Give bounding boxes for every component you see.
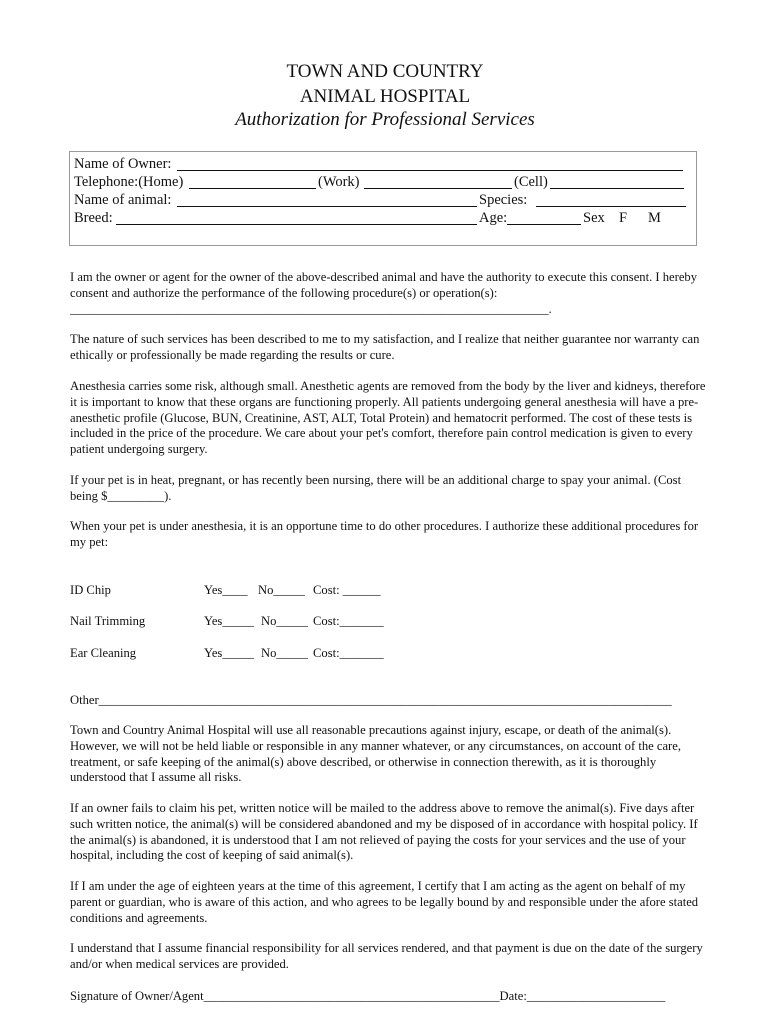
tel-cell-field[interactable]	[550, 188, 684, 189]
abandon-paragraph: If an owner fails to claim his pet, written notice will be mailed to the address above to remove the animal(s). Five days after such written notice, the animal(s) will be considered abandoned and my be disposed of in accordance with hospital policy. If the animal(s) is abandoned, it is understood that I am not relieved of paying the costs for your services and the use of your hospital, including the cost of keeping of said animal(s).	[70, 801, 698, 863]
nature-paragraph: The nature of such services has been described to me to my satisfaction, and I realize that neither guarantee nor warranty can ethically or professionally be made regarding the results or cure.	[70, 332, 700, 362]
procedure-name: Ear Cleaning	[70, 646, 137, 660]
age-field[interactable]	[507, 224, 581, 225]
tel-cell-label: (Cell)	[514, 174, 548, 190]
heat-paragraph: If your pet is in heat, pregnant, or has recently been nursing, there will be an additional charge to spay your animal. (Cost being $_________).	[70, 473, 682, 503]
procedure-no[interactable]: No_____	[261, 614, 308, 628]
other-procedure-field[interactable]: Other___________________________________________________________________________________________	[70, 693, 672, 707]
consent-intro	[70, 270, 710, 317]
hospital-name-line1: TOWN AND COUNTRY	[286, 61, 484, 82]
additional-procedures-paragraph: When your pet is under anesthesia, it is an opportune time to do other procedures. I authorize these additional procedures for my pet:	[70, 519, 699, 549]
minor-paragraph: If I am under the age of eighteen years at the time of this agreement, I certify that I am acting as the agent on behalf of my parent or guardian, who is aware of this action, and who agrees to be legally bound by and responsible under the afore stated conditions and agreements.	[70, 879, 699, 925]
procedure-no[interactable]: No_____	[258, 583, 305, 597]
hospital-name-line2: ANIMAL HOSPITAL	[299, 86, 471, 107]
animal-label: Name of animal:	[74, 192, 172, 208]
consent-intro-text: I am the owner or agent for the owner of the above-described animal and have the authority to execute this consent. I hereby consent and authorize the performance of the following procedure(s) or operation(s):	[70, 270, 698, 300]
procedure-no[interactable]: No_____	[261, 646, 308, 660]
procedure-yes[interactable]: Yes_____	[204, 614, 254, 628]
tel-work-field[interactable]	[364, 188, 512, 189]
procedure-yes[interactable]: Yes____	[204, 583, 248, 597]
breed-field[interactable]	[116, 224, 477, 225]
procedure-blank[interactable]: ____________________________________________________________________________.	[70, 301, 552, 316]
form-subtitle: Authorization for Professional Services	[235, 109, 535, 130]
tel-home-field[interactable]	[189, 188, 316, 189]
owner-label: Name of Owner:	[74, 156, 172, 172]
age-label: Age:	[479, 210, 508, 226]
procedure-yes[interactable]: Yes_____	[204, 646, 254, 660]
breed-row	[74, 209, 688, 228]
sex-m-option[interactable]: M	[648, 210, 661, 226]
anesthesia-paragraph: Anesthesia carries some risk, although small. Anesthetic agents are removed from the body by the liver and kidneys, therefore it is important to know that these organs are functioning properly. All patients undergoing general anesthesia will have a pre-anesthetic profile (Glucose, BUN, Creatinine, AST, ALT, Total Protein) and hematocrit performed. The cost of these tests is included in the price of the procedure. We care about your pet's comfort, therefore pain control medication is given to every patient undergoing surgery.	[70, 379, 706, 457]
procedure-cost[interactable]: Cost:_______	[313, 614, 384, 628]
telephone-row	[74, 173, 686, 192]
procedure-name: Nail Trimming	[70, 614, 146, 628]
financial-paragraph: I understand that I assume financial responsibility for all services rendered, and that payment is due on the date of the surgery and/or when medical services are provided.	[70, 941, 703, 971]
tel-home-label: Telephone:(Home)	[74, 174, 184, 190]
species-field[interactable]	[536, 206, 686, 207]
sex-f-option[interactable]: F	[619, 210, 628, 226]
tel-work-label: (Work)	[318, 174, 360, 190]
procedure-cost[interactable]: Cost: ______	[313, 583, 381, 597]
breed-label: Breed:	[74, 210, 113, 226]
species-label: Species:	[479, 192, 528, 208]
owner-name-field[interactable]	[177, 170, 683, 171]
signature-line[interactable]: Signature of Owner/Agent_______________________________________________Date:______________________	[70, 989, 666, 1003]
procedure-name: ID Chip	[70, 583, 111, 597]
animal-row	[74, 191, 688, 210]
animal-name-field[interactable]	[177, 206, 477, 207]
sex-label: Sex	[583, 210, 605, 226]
precautions-paragraph: Town and Country Animal Hospital will use all reasonable precautions against injury, escape, or death of the animal(s). However, we will not be held liable or responsible in any manner whatever, or any circumstances, on account of the care, treatment, or safe keeping of the animal(s) above described, or otherwise in connection therewith, as it is thoroughly understood that I assume all risks.	[70, 723, 681, 785]
procedure-cost[interactable]: Cost:_______	[313, 646, 384, 660]
owner-row	[74, 155, 686, 174]
